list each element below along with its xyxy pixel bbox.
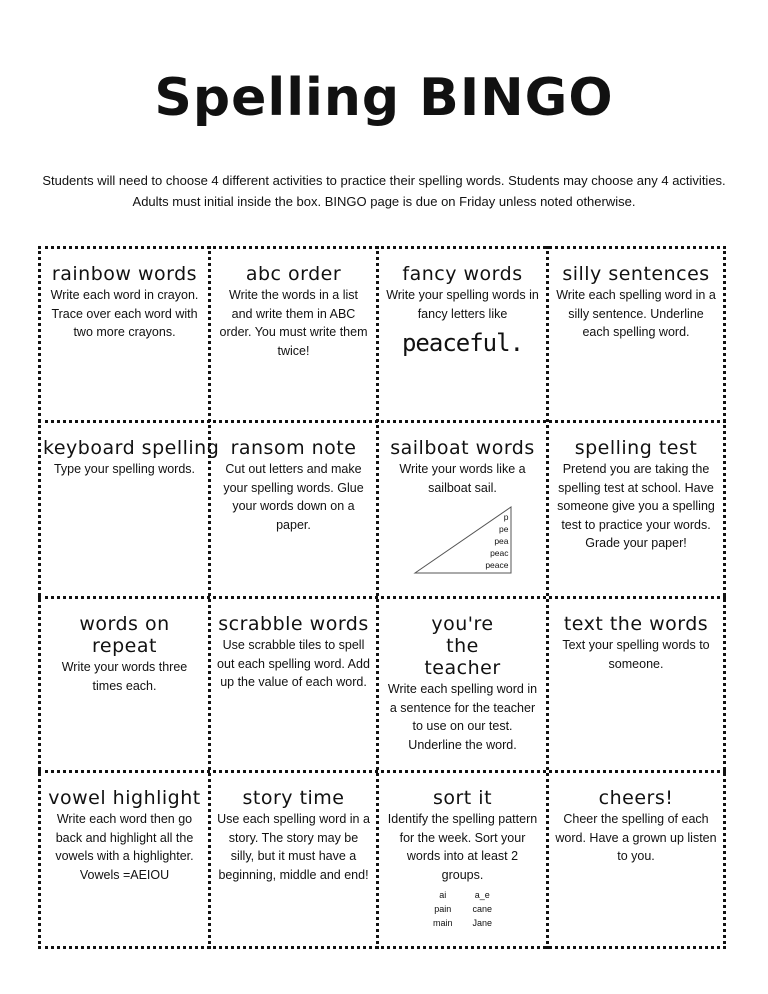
cell-body: Write your words three times each. bbox=[61, 660, 188, 693]
bingo-cell-sort-it bbox=[379, 773, 546, 946]
sail-row: peace bbox=[485, 560, 509, 570]
sort-group-word: main bbox=[432, 918, 453, 928]
bingo-cell-spelling-test bbox=[549, 423, 723, 596]
cell-body: Cheer the spelling of each word. Have a grown up listen to you. bbox=[555, 812, 717, 863]
cell-body: Text your spelling words to someone. bbox=[562, 638, 710, 671]
sail-row: pea bbox=[494, 536, 509, 546]
cell-title: silly sentences bbox=[562, 263, 710, 285]
fancy-letters-example: peaceful. bbox=[401, 329, 524, 357]
cell-title: fancy words bbox=[402, 263, 523, 285]
page-title: Spelling BINGO bbox=[154, 68, 614, 128]
sort-group bbox=[433, 888, 453, 930]
grid-line bbox=[38, 946, 726, 949]
cell-body: Write your spelling words in fancy letters like bbox=[386, 288, 539, 321]
bingo-cell-ransom-note bbox=[211, 423, 376, 596]
bingo-cell-sailboat-words bbox=[379, 423, 546, 596]
cell-body: Write each spelling word in a sentence for the teacher to use on our test. Underline the word. bbox=[387, 682, 538, 752]
cell-title: text the words bbox=[563, 613, 709, 635]
cell-title: spelling test bbox=[574, 437, 698, 459]
cell-body: Write each spelling word in a silly sentence. Underline each spelling word. bbox=[556, 288, 716, 339]
bingo-cell-fancy-words bbox=[379, 249, 546, 420]
sail-row: peac bbox=[490, 548, 509, 558]
bingo-grid bbox=[38, 246, 726, 949]
bingo-cell-words-on-repeat bbox=[41, 599, 208, 770]
sort-group-word: ai bbox=[439, 890, 447, 900]
cell-title: keyboard spelling bbox=[43, 437, 220, 459]
cell-title: you're the teacher bbox=[424, 613, 501, 679]
cell-body: Write the words in a list and write them in ABC order. You must write them twice! bbox=[219, 288, 368, 358]
sort-group-word: cane bbox=[472, 904, 493, 914]
sort-group-word: a_e bbox=[474, 890, 490, 900]
cell-title: abc order bbox=[245, 263, 342, 285]
cell-title: cheers! bbox=[598, 787, 674, 809]
bingo-cell-abc-order bbox=[211, 249, 376, 420]
cell-body: Write each word in crayon. Trace over each word with two more crayons. bbox=[50, 288, 199, 339]
sailboat-example bbox=[413, 505, 513, 575]
cell-body: Write your words like a sailboat sail. bbox=[399, 462, 526, 495]
cell-body: Type your spelling words. bbox=[53, 462, 196, 476]
cell-body: Pretend you are taking the spelling test at school. Have someone give you a spelling test to practice your words. Grade your paper! bbox=[557, 462, 715, 550]
cell-title: sailboat words bbox=[390, 437, 535, 459]
cell-body: Identify the spelling pattern for the week. Sort your words into at least 2 groups. bbox=[387, 812, 538, 882]
cell-body: Cut out letters and make your spelling words. Glue your words down on a paper. bbox=[223, 462, 364, 532]
bingo-cell-youre-the-teacher bbox=[379, 599, 546, 770]
bingo-cell-cheers bbox=[549, 773, 723, 946]
cell-title: scrabble words bbox=[218, 613, 369, 635]
cell-body: Write each word then go back and highlight all the vowels with a highlighter. Vowels =AEIOU bbox=[55, 812, 194, 882]
cell-title: story time bbox=[242, 787, 345, 809]
cell-title: rainbow words bbox=[51, 263, 198, 285]
sort-group-word: Jane bbox=[472, 918, 493, 928]
sail-row: pe bbox=[499, 524, 509, 534]
bingo-cell-silly-sentences bbox=[549, 249, 723, 420]
bingo-cell-scrabble-words bbox=[211, 599, 376, 770]
sort-group bbox=[472, 888, 492, 930]
bingo-cell-text-the-words bbox=[549, 599, 723, 770]
sort-groups-example bbox=[385, 888, 540, 930]
cell-title: sort it bbox=[432, 787, 493, 809]
bingo-cell-vowel-highlight bbox=[41, 773, 208, 946]
cell-body: Use each spelling word in a story. The story may be silly, but it must have a beginning, middle and end! bbox=[217, 812, 370, 882]
cell-title: ransom note bbox=[230, 437, 357, 459]
intro-text: Students will need to choose 4 different activities to practice their spelling words. Students may choose any 4 activities. Adults must initial inside the box. BINGO page is due on Friday unless noted otherwise. bbox=[42, 173, 726, 209]
cell-body: Use scrabble tiles to spell out each spelling word. Add up the value of each word. bbox=[217, 638, 370, 689]
bingo-cell-story-time bbox=[211, 773, 376, 946]
bingo-cell-keyboard-spelling bbox=[41, 423, 220, 596]
bingo-cell-rainbow-words bbox=[41, 249, 208, 420]
sail-row: p bbox=[503, 512, 509, 522]
sort-group-word: pain bbox=[434, 904, 452, 914]
cell-title: vowel highlight bbox=[48, 787, 201, 809]
cell-title: words on repeat bbox=[79, 613, 170, 657]
